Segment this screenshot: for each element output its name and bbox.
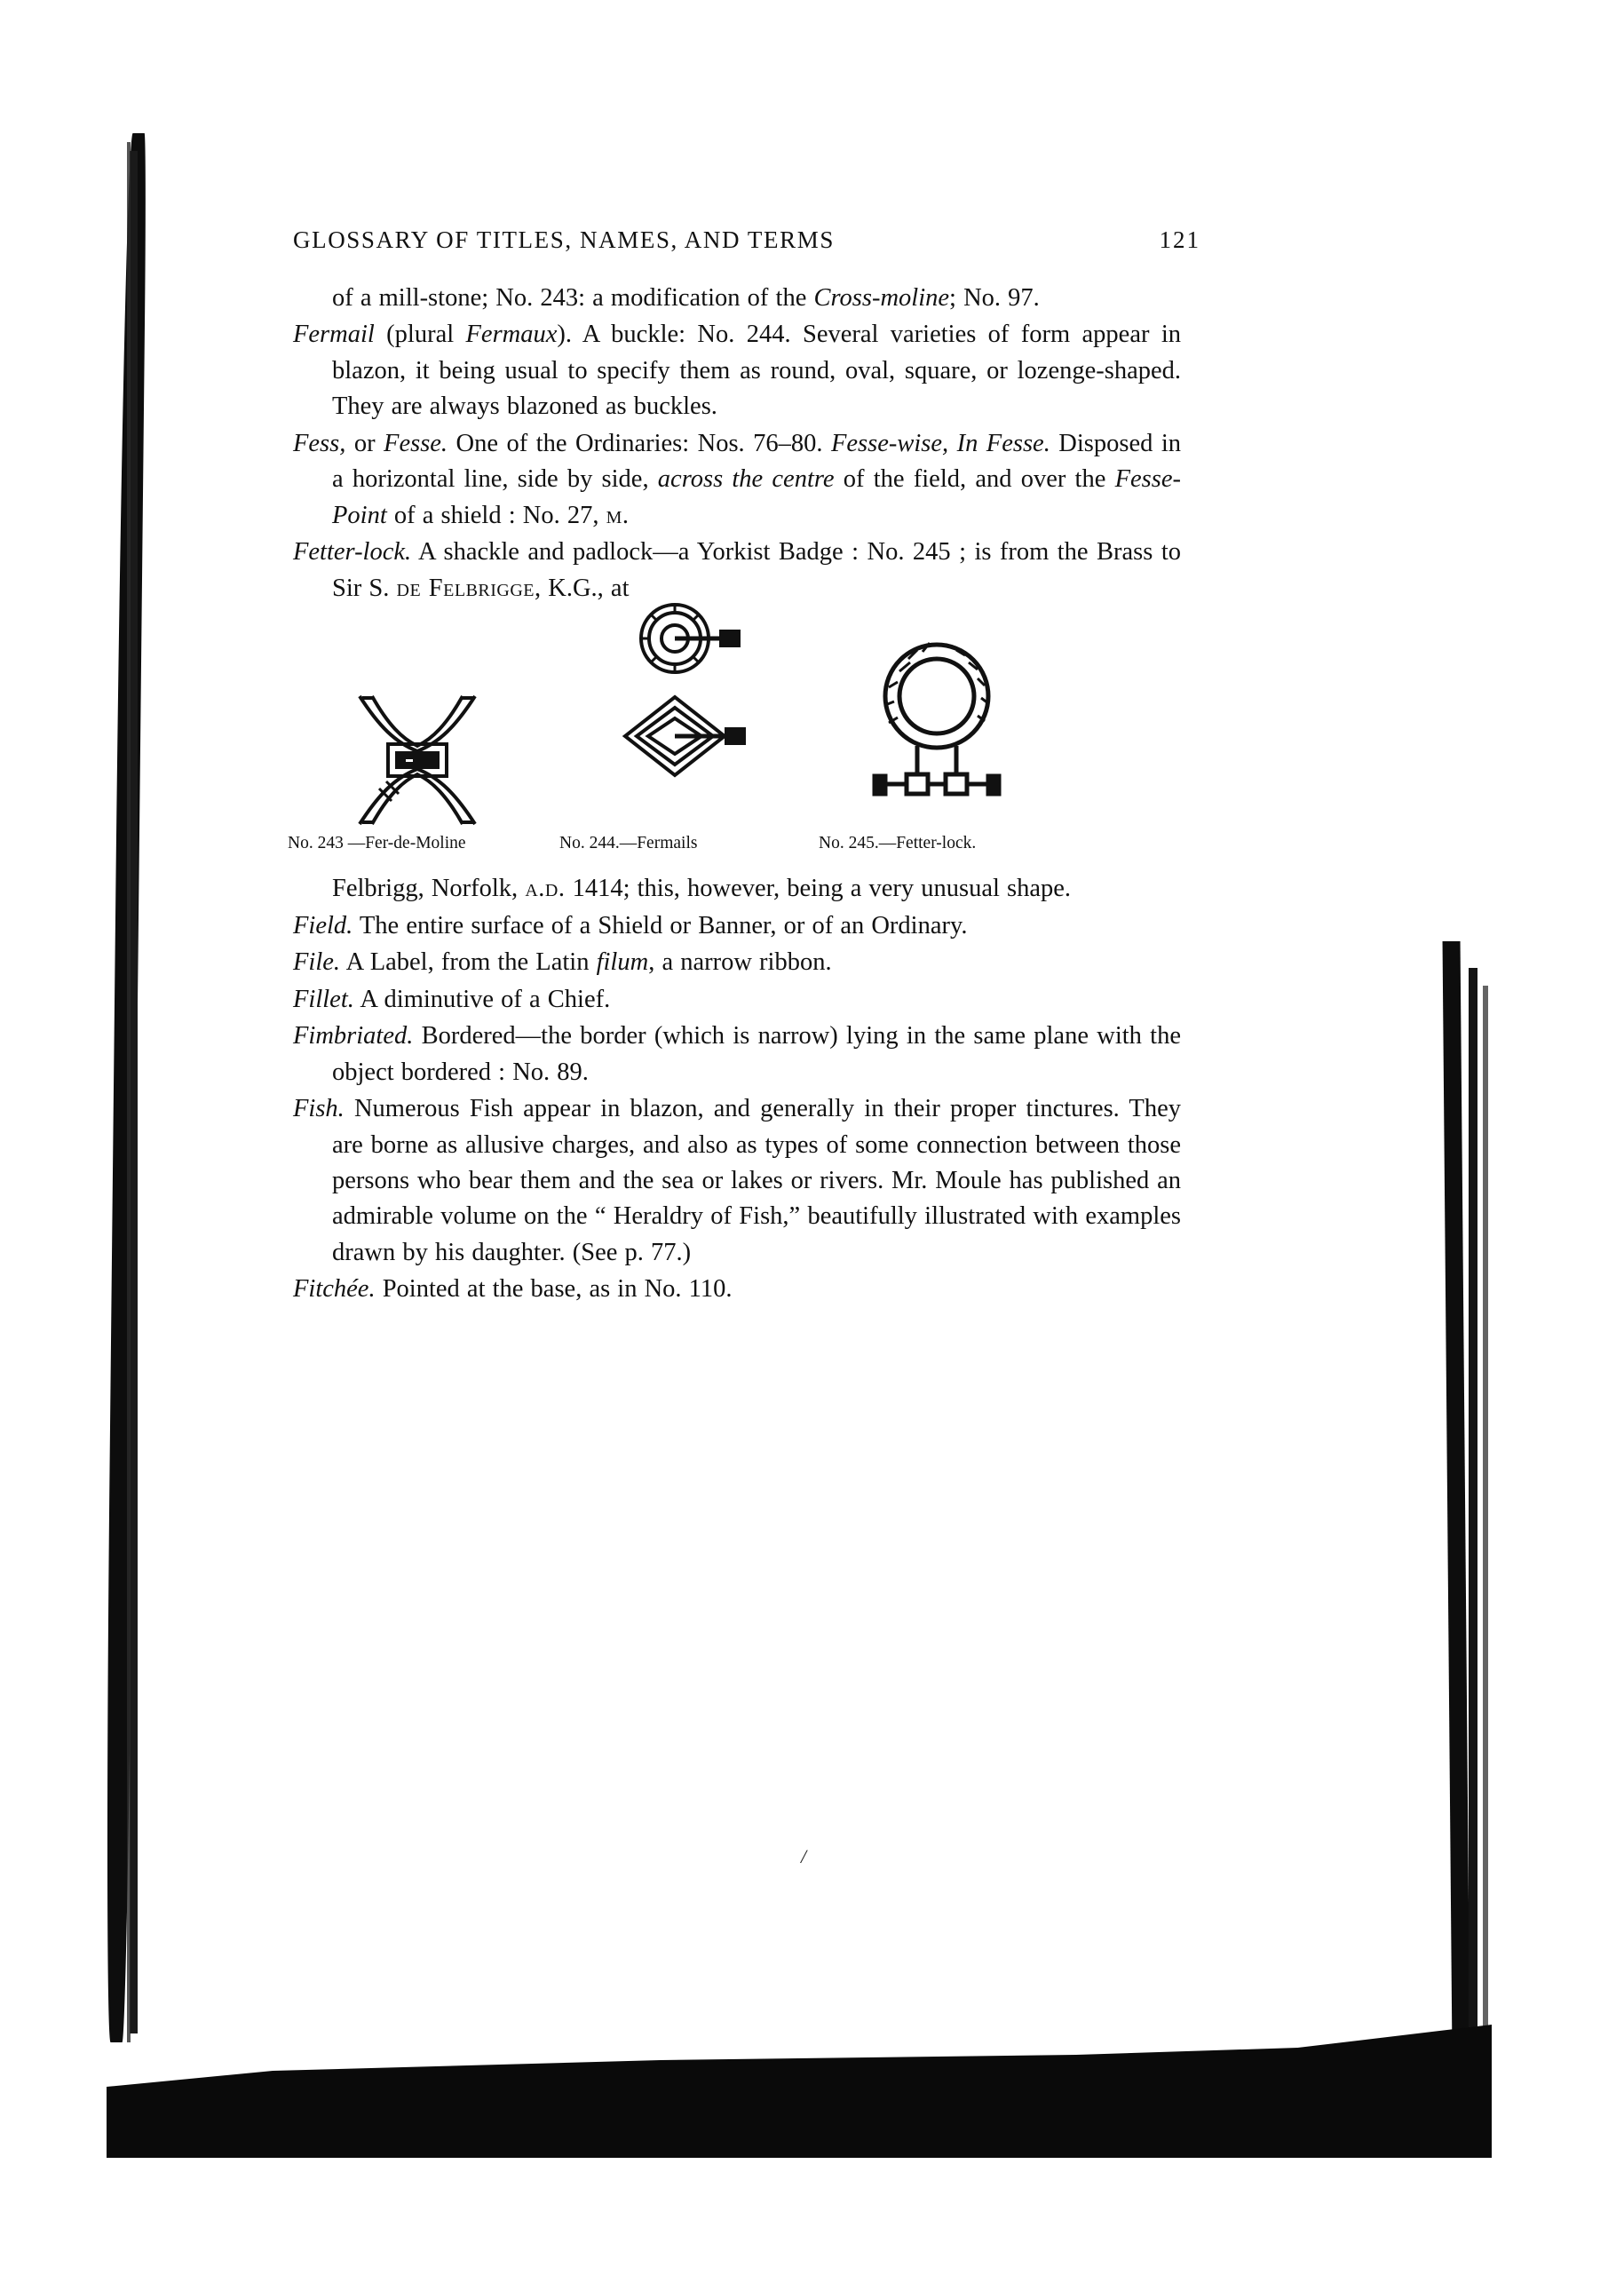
entry-file: File. A Label, from the Latin filum, a narrow ribbon. — [293, 948, 832, 977]
page-left-dark-edge-inner — [130, 151, 138, 2033]
fer-de-moline-icon — [284, 676, 551, 831]
illustration-row — [288, 637, 1181, 868]
caption-fer-de-moline: No. 243 —Fer-de-Moline — [288, 834, 466, 853]
entry-fitchee: Fitchée. Pointed at the base, as in No. 110. — [293, 1275, 733, 1304]
page-bottom-white-margin — [107, 2158, 1492, 2291]
page-right-dark-edge-inner — [1469, 968, 1477, 2051]
entry-field: Field. The entire surface of a Shield or Banner, or of an Ordinary. — [293, 911, 968, 939]
page-right-edge-wisp — [1483, 986, 1488, 2042]
entry-fetter-lock: Fetter-lock. A shackle and padlock—a Yorkist Badge : No. 245 ; is from the Brass to Sir S. de Felbrigge, K.G., at — [293, 538, 1181, 602]
entry-fer-de-moline-continuation: of a mill-stone; No. 243: a modification of the Cross-moline; No. 97. — [332, 284, 1040, 312]
caption-fetter-lock: No. 245.—Fetter-lock. — [819, 834, 977, 853]
entry-fimbriated: Fimbriated. Bordered—the border (which is narrow) lying in the same plane with the object bordered : No. 89. — [293, 1022, 1181, 1086]
entry-fish: Fish. Numerous Fish appear in blazon, and generally in their proper tinctures. They are borne as allusive charges, and also as types of some connection between those persons who bear them and the sea or lakes or rivers. Mr. Moule has published an admirable volume on the “ Heraldry of Fish,” beautifully illustrated with examples drawn by his daughter. (See p. 77.) — [293, 1095, 1181, 1266]
entry-fillet: Fillet. A diminutive of a Chief. — [293, 985, 611, 1013]
running-head — [293, 226, 1200, 254]
figure-fetter-lock — [799, 654, 1074, 810]
page-tail-mark: / — [801, 1845, 807, 1867]
fermails-icon — [542, 637, 808, 792]
running-head-title: GLOSSARY OF TITLES, NAMES, AND TERMS — [293, 226, 835, 253]
figure-fer-de-moline — [284, 676, 551, 831]
figure-fermails — [542, 637, 808, 792]
caption-fermails: No. 244.—Fermails — [559, 834, 698, 853]
fetter-lock-icon — [799, 654, 1074, 810]
entry-fetter-lock-continuation: Felbrigg, Norfolk, a.d. 1414; this, however, being a very unusual shape. — [332, 875, 1072, 903]
entry-fess: Fess, or Fesse. One of the Ordinaries: Nos. 76–80. Fesse-wise, In Fesse. Disposed in a horizontal line, side by side, across the centre of the field, and over the Fesse-Point of a shield : No. 27, m. — [293, 429, 1182, 529]
page-text-column — [288, 226, 1200, 1309]
entry-fermail: Fermail (plural Fermaux). A buckle: No. 244. Several varieties of form appear in blazon, it being usual to specify them as round, oval, square, or lozenge-shaped. They are always blazoned as buckles. — [293, 321, 1181, 421]
page-left-edge-wisp — [127, 142, 131, 2042]
page-folio-number: 121 — [1159, 226, 1200, 253]
